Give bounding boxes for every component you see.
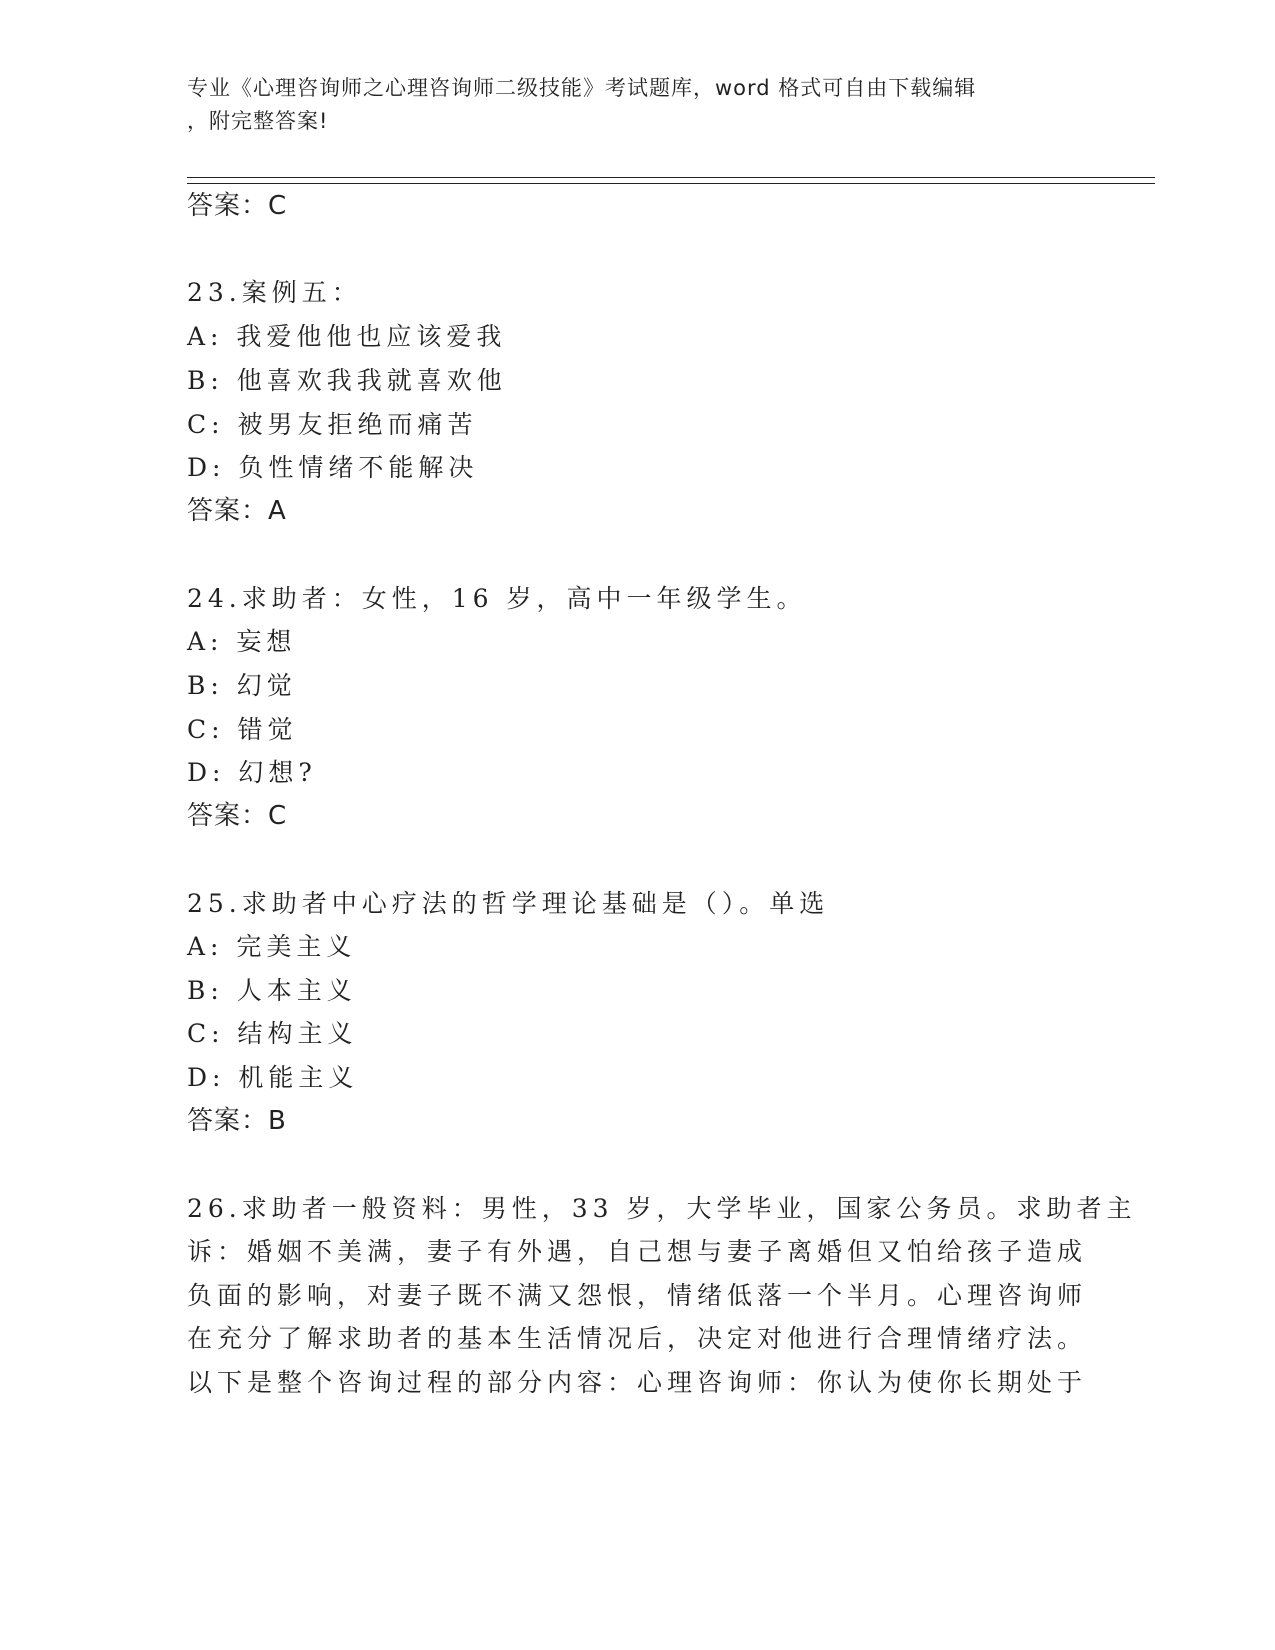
question-23-option-a: A: 我爱他他也应该爱我 [187,322,507,351]
question-26-line-5: 以下是整个咨询过程的部分内容：心理咨询师：你认为使你长期处于 [187,1368,1088,1397]
question-25-option-d: D: 机能主义 [187,1063,359,1092]
question-26-line-2: 诉：婚姻不美满，妻子有外遇，自己想与妻子离婚但又怕给孩子造成 [187,1237,1088,1266]
question-25-option-c: C: 结构主义 [187,1019,358,1048]
question-25-option-b: B: 人本主义 [187,976,357,1005]
header-divider-bottom [187,183,1155,184]
question-24-option-c: C: 错觉 [187,715,298,744]
answer-q23: 答案：A [187,496,287,526]
answer-q25: 答案：B [187,1106,287,1136]
answer-q24: 答案：C [187,801,288,831]
question-23-option-b: B: 他喜欢我我就喜欢他 [187,366,507,395]
question-26-line-4: 在充分了解求助者的基本生活情况后，决定对他进行合理情绪疗法。 [187,1324,1088,1353]
question-23-stem: 23.案例五： [187,278,362,307]
header-line-1: 专业《心理咨询师之心理咨询师二级技能》考试题库，word 格式可自由下载编辑 [187,76,977,100]
question-24-option-a: A: 妄想 [187,627,297,656]
document-header [187,72,1087,138]
answer-q22: 答案：C [187,191,288,221]
question-26-line-1: 26.求助者一般资料：男性，33 岁，大学毕业，国家公务员。求助者主 [187,1194,1137,1223]
question-25-stem: 25.求助者中心疗法的哲学理论基础是（）。单选 [187,889,830,918]
question-24-option-b: B: 幻觉 [187,671,297,700]
question-26-line-3: 负面的影响，对妻子既不满又怨恨，情绪低落一个半月。心理咨询师 [187,1281,1088,1310]
question-24-stem: 24.求助者：女性，16 岁，高中一年级学生。 [187,584,807,613]
question-25-option-a: A: 完美主义 [187,932,357,961]
header-divider-top [187,177,1155,178]
question-23-option-d: D: 负性情绪不能解决 [187,453,479,482]
question-23-option-c: C: 被男友拒绝而痛苦 [187,410,478,439]
header-line-2: ，附完整答案! [187,109,329,133]
question-24-option-d: D: 幻想? [187,758,317,787]
